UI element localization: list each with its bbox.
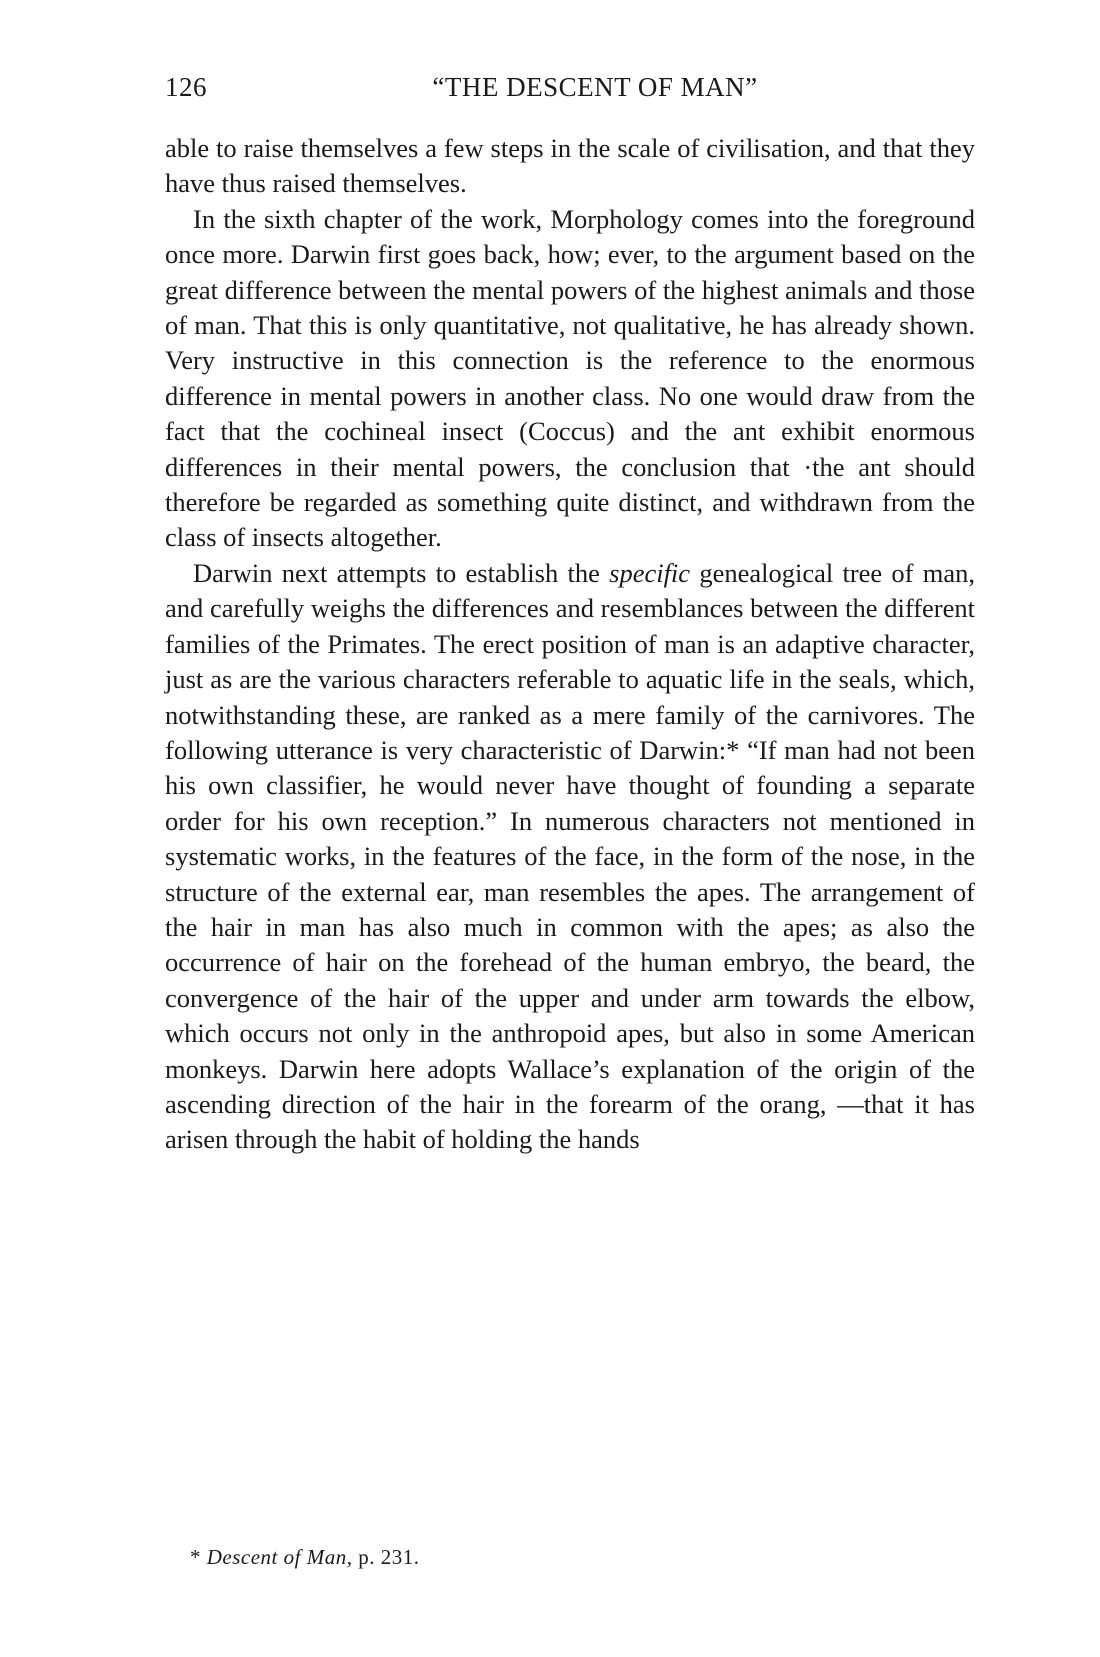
footnote-marker: * [190, 1545, 207, 1569]
paragraph-2 [165, 202, 975, 556]
footnote-page-ref: p. 231. [352, 1545, 420, 1569]
paragraph-1: able to raise themselves a few steps in the scale of civilisation, and that they have thus raised themselves. [165, 133, 975, 199]
running-head [165, 72, 985, 112]
page-number: 126 [165, 72, 207, 102]
footnote-title: Descent of Man, [206, 1545, 353, 1569]
paragraph-3-text-rest: genealogical tree of man, and carefully weighs the differences and resemblances between the different families of the Primates. The erect position of man is an adaptive character, just as are the various characters referable to aquatic life in the seals, which, notwithstanding these, are ranked as a mere family of the carnivores. The following utterance is very characteristic of Darwin:* “If man had not been his own classifier, he would never have thought of founding a separate order for his own reception.” In numerous characters not mentioned in systematic works, in the features of the face, in the form of the nose, in the structure of the external ear, man resembles the apes. The arrangement of the hair in man has also much in common with the apes; as also the occurrence of hair on the forehead of the human embryo, the beard, the convergence of the hair of the upper and under arm towards the elbow, which occurs not only in the anthropoid apes, but also in some American monkeys. Darwin here adopts Wallace’s explanation of the origin of the ascending direction of the hair in the forearm of the orang, —that it has arisen through the habit of holding the hands [165, 557, 975, 1155]
running-title: “THE DESCENT OF MAN” [432, 72, 758, 102]
paragraph-3 [165, 556, 975, 1158]
paragraph-2-text: In the sixth chapter of the work, Morphology comes into the foreground once more. Darwin first goes back, how; ever, to the argument based on the great difference between the mental powers of the highest animals and those of man. That this is only quantitative, not qualitative, he has already shown. Very instructive in this connection is the reference to the enormous difference in mental powers in another class. No one would draw from the fact that the cochineal insect (Coccus) and the ant exhibit enormous differences in their mental powers, the conclusion that ·the ant should therefore be regarded as something quite distinct, and withdrawn from the class of insects altogether. [165, 203, 975, 553]
emphasis-specific: specific [609, 557, 691, 588]
footnote [190, 1545, 950, 1570]
body-text [165, 131, 975, 1158]
paragraph-3-text-start: Darwin next attempts to establish the [193, 557, 610, 588]
